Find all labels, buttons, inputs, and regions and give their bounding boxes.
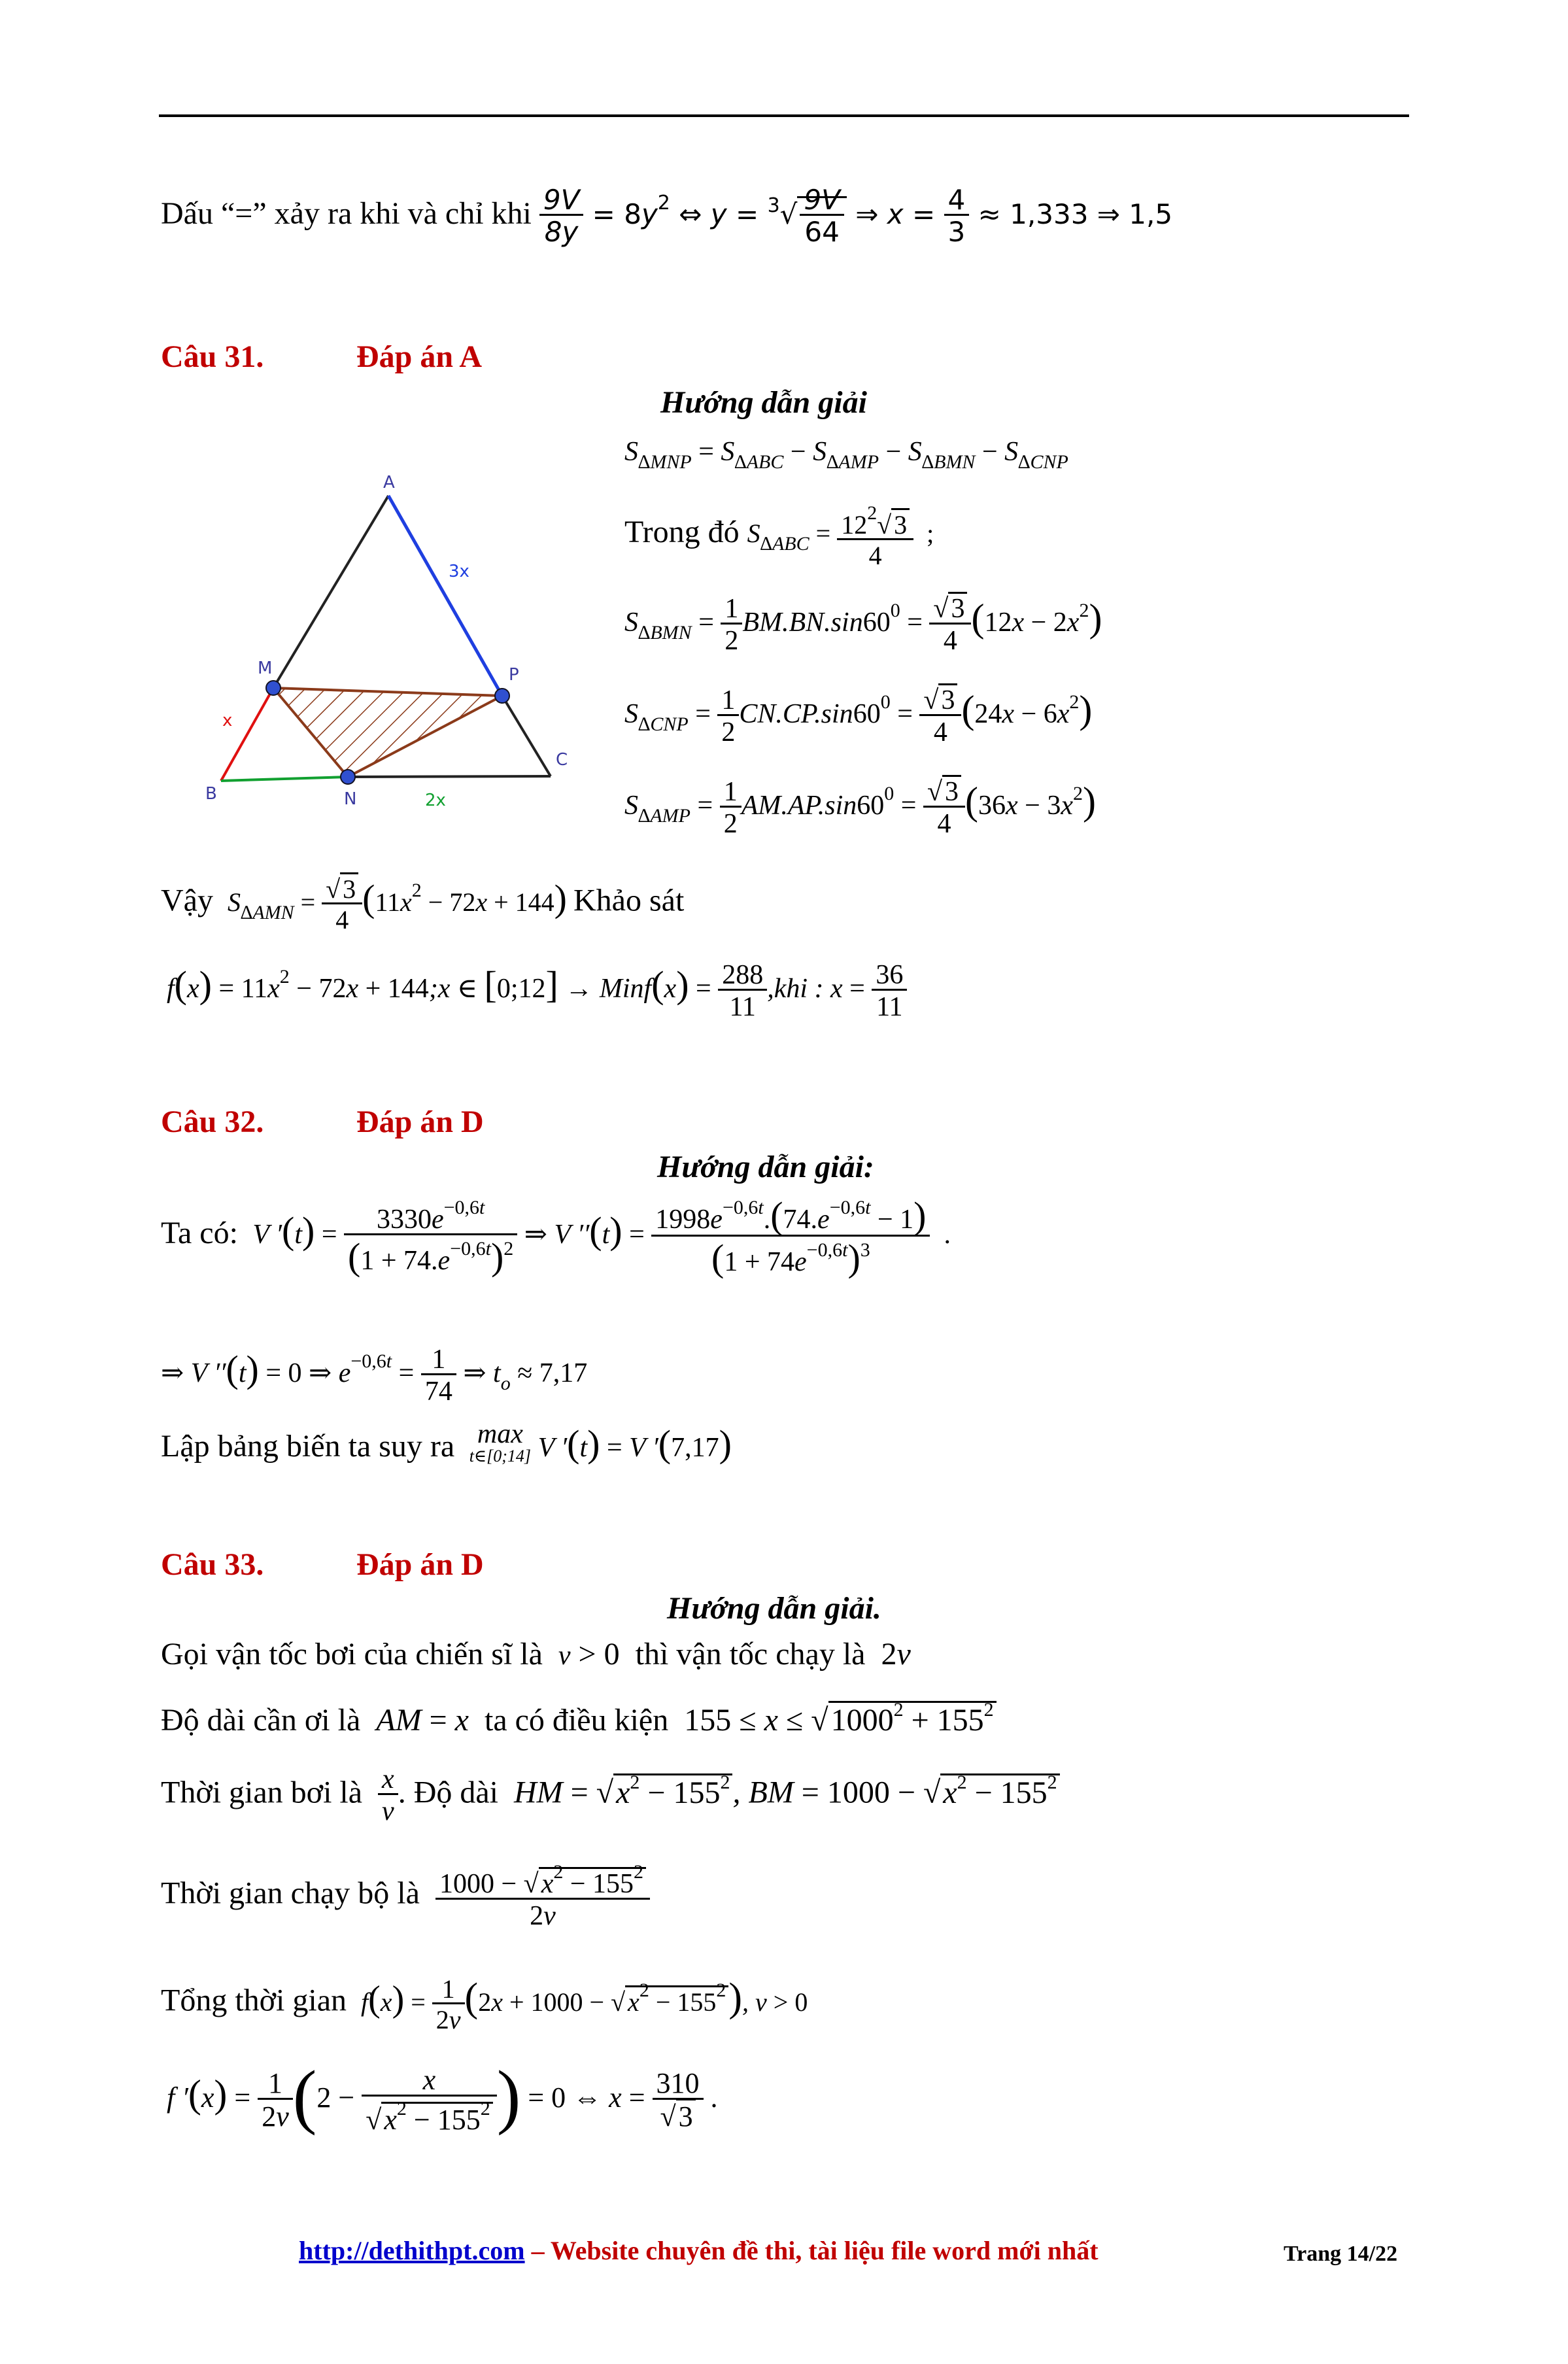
side-bm: [221, 688, 273, 781]
q33-answer: Đáp án D: [356, 1547, 484, 1582]
q33-line4: Thời gian chạy bộ là $\frac{1000 - √x^2 - 155^2}{2v}$: [161, 1862, 650, 1930]
q33-line4-text: Thời gian chạy bộ là: [161, 1876, 420, 1911]
q33-line3: Thời gian bơi là $\frac{x}{v}$ . Độ dài HM = $√x^2 - 155^2$, BM = $1000 - √x^2 - 155^2$: [161, 1766, 1060, 1825]
q33-line5: Tổng thời gian f(x) = $\frac{1}{2v}$ (2x + 1000 − √ $x^2 - 155^2$), v > 0: [161, 1974, 808, 2034]
q33-eq-fp: f ′(x) = $\frac{1}{2v}$ (2 − $\frac{x}{√x^2 - 155^2}$ ) = 0 ⇔ x = $\frac{310}{√3}$ .: [167, 2056, 718, 2136]
q31-eq-cnp: $S_{\Delta CNP}$ = $\frac{1}{2}$ $CN.CP.\sin 60^0$ = $\frac{√3}{4}$ $(24x - 6x^2)$: [624, 687, 1092, 746]
side-nc: [348, 776, 551, 777]
label-p: P: [509, 665, 519, 685]
trong-do: Trong đó: [624, 515, 740, 550]
q32-eq3: Lập bảng biến ta suy ra max t∈[0;14] V ′(t) = V ′(7,17): [161, 1419, 732, 1465]
label-c: C: [556, 750, 568, 770]
point-p: [495, 689, 509, 703]
q32-eq2: ⇒ V ′′(t) = 0 ⇒ $e^{-0,6t}$ = $\frac{1}{74}$ ⇒ $t_o \approx 7,17$: [161, 1345, 588, 1407]
side-bn: [221, 777, 348, 781]
q33-guide: Hướng dẫn giải.: [667, 1591, 881, 1626]
q33-line1: Gọi vận tốc bơi của chiến sĩ là v > 0 thì vận tốc chạy là 2v: [161, 1637, 911, 1671]
page-number: Trang 14/22: [1284, 2242, 1398, 2266]
footer-link[interactable]: http://dethithpt.com: [299, 2236, 525, 2265]
hatched-triangle-mnp: [273, 688, 502, 777]
q33-line2-a: Độ dài cần ơi là: [161, 1703, 361, 1738]
q33-line2: Độ dài cần ơi là AM = x ta có điều kiện $155 \le x \le √1000^2 + 155^2$: [161, 1700, 997, 1736]
q33-line3-a: Thời gian bơi là: [161, 1775, 363, 1810]
label-n: N: [344, 789, 357, 809]
q32-label: Câu 32.: [161, 1105, 264, 1139]
header-rule: [159, 114, 1409, 117]
label-2x: 2x: [425, 791, 446, 810]
label-x: x: [222, 711, 233, 730]
label-3x: 3x: [449, 562, 469, 581]
lap-bang: Lập bảng biến ta suy ra: [161, 1429, 455, 1464]
q33-line1-b: thì vận tốc chạy là: [635, 1637, 866, 1671]
q32-guide: Hướng dẫn giải:: [657, 1150, 874, 1184]
q31-eq-bmn: $S_{\Delta BMN}$ = $\frac{1}{2}$ $BM.BN.\sin 60^0$ = $\frac{√3}{4}$ $(12x - 2x^2)$: [624, 595, 1102, 655]
footer-text: – Website chuyên đề thi, tài liệu file word mới nhất: [524, 2236, 1099, 2265]
side-pc: [502, 696, 551, 776]
label-m: M: [258, 659, 273, 678]
top-line-formula: $\frac{9V}{8y}$ = $8y^2$ ⇔ y = $^3$√ $\frac{9V}{64}$ ⇒ x = $\frac{4}{3}$ ≈ 1,333 ⇒ 1,5: [539, 198, 1172, 230]
q33-line5-text: Tổng thời gian: [161, 1983, 347, 2018]
q31-label: Câu 31.: [161, 339, 264, 374]
label-b: B: [205, 784, 217, 804]
q32-answer: Đáp án D: [356, 1105, 484, 1139]
q31-eq-abc: Trong đó $S_{\Delta ABC}$ = $\frac{12^2√ 3}{4}$ ;: [624, 502, 934, 570]
triangle-figure: [190, 458, 608, 824]
q31-eq1: $S_{\Delta MNP} = S_{\Delta ABC} - S_{\Delta AMP} - S_{\Delta BMN} - S_{\Delta CNP}$: [624, 437, 1068, 473]
q33-line3-b: . Độ dài: [398, 1775, 499, 1810]
khao-sat: Khảo sát: [573, 883, 685, 918]
q32-eq1: Ta có: V ′(t) = $\frac{3330e^{-0,6t}}{(1 + 74.e^{-0,6t})^2}$ ⇒ V ′′(t) = $\frac{1998e^{-0,6t}.(74.e^{-0,6t} - 1)}{(1 + 74e^{-0,6t})^3}$ .: [161, 1194, 951, 1279]
side-ap: [388, 496, 502, 696]
q31-eq-amn: Vậy $S_{\Delta AMN}$ = $\frac{√ 3}{4}$ $(11x^2 - 72x + 144)$ Khảo sát: [161, 876, 684, 933]
q33-line1-a: Gọi vận tốc bơi của chiến sĩ là: [161, 1637, 543, 1671]
point-n: [341, 770, 355, 784]
top-line-text: Dấu “=” xảy ra khi và chỉ khi: [161, 196, 532, 231]
side-am: [273, 496, 388, 688]
vay: Vậy: [161, 883, 213, 918]
q31-answer: Đáp án A: [356, 339, 483, 374]
point-m: [266, 681, 281, 695]
q33-label: Câu 33.: [161, 1547, 264, 1582]
label-a: A: [383, 473, 395, 492]
q33-line2-b: ta có điều kiện: [484, 1703, 669, 1738]
q31-guide: Hướng dẫn giải: [660, 385, 867, 420]
q31-eq-f: $f(x) = 11x^2 - 72x$ + 144;x ∈ [0;12] → Minf(x) = $\frac{288}{11}$ ,khi : x = $\frac{36}{11}$: [167, 961, 907, 1021]
footer: [299, 2235, 1099, 2266]
top-line: [161, 186, 1172, 246]
ta-co: Ta có:: [161, 1216, 238, 1251]
q31-eq-amp: $S_{\Delta AMP}$ = $\frac{1}{2}$ $AM.AP.\sin 60^0$ = $\frac{√3}{4}$ $(36x - 3x^2)$: [624, 778, 1096, 838]
